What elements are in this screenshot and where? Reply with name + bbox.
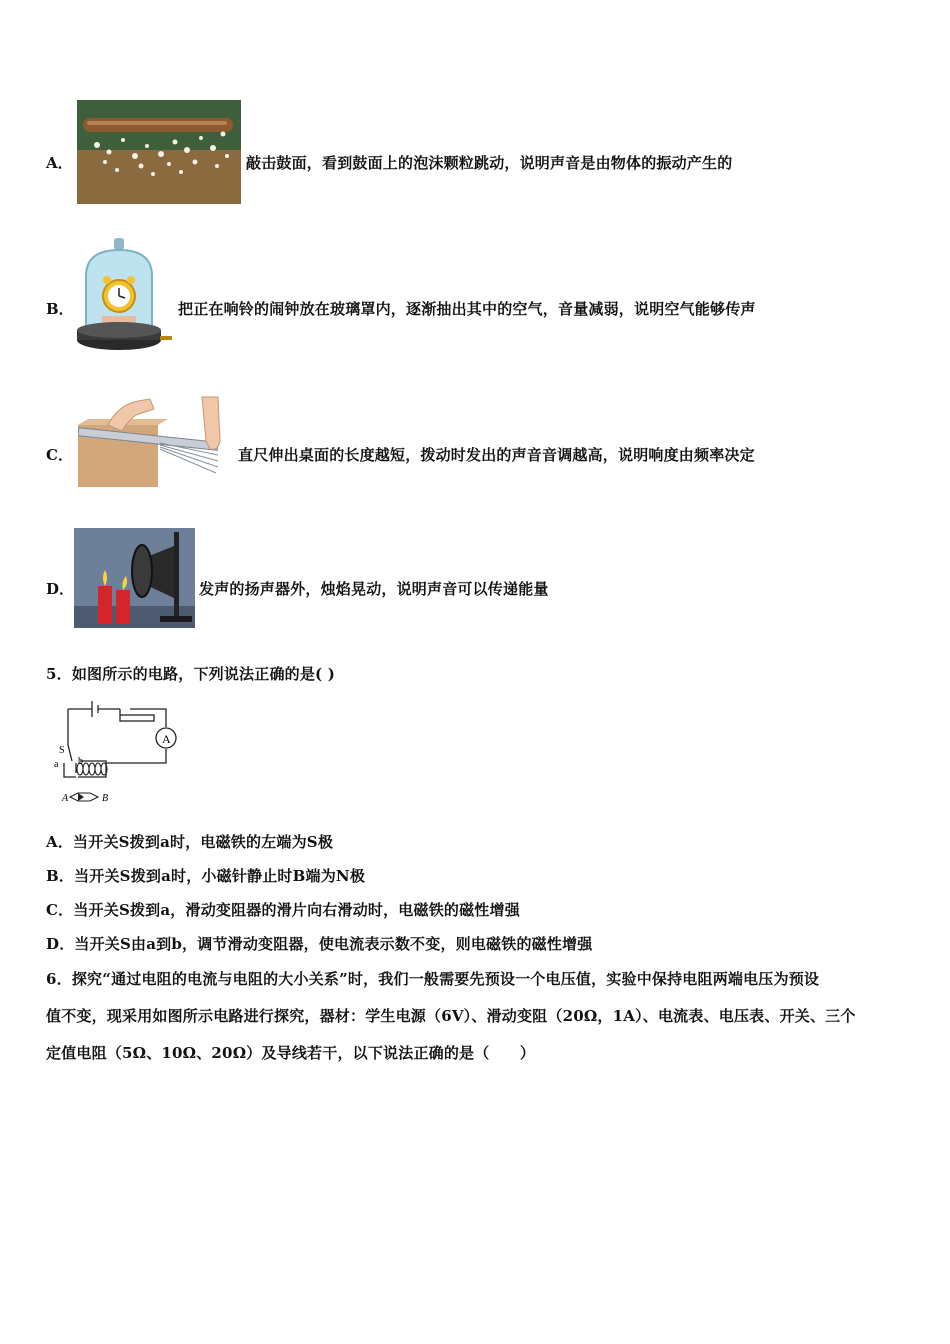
option-b — [0, 236, 950, 360]
option-d — [0, 528, 950, 628]
q5-option-c: C．当开关S拨到a，滑动变阻器的滑片向右滑动时，电磁铁的磁性增强 — [46, 901, 520, 919]
q5-option-b: B．当开关S拨到a时，小磁针静止时B端为N极 — [46, 867, 366, 885]
q5-needle-right-label: B — [102, 793, 109, 804]
q5-option-d: D．当开关S由a到b，调节滑动变阻器，使电流表示数不变，则电磁铁的磁性增强 — [46, 935, 593, 953]
option-c-letter: C． — [46, 446, 73, 464]
q5-contact-b-label: b — [78, 756, 83, 767]
option-b-text: 把正在响铃的闹钟放在玻璃罩内，逐渐抽出其中的空气，音量减弱，说明空气能够传声 — [178, 300, 756, 318]
q6-line-2: 值不变，现采用如图所示电路进行探究，器材：学生电源（6V）、滑动变阻（20Ω，1A）、电流表、电压表、开关、三个 — [46, 1007, 856, 1025]
option-b-letter: B． — [46, 300, 74, 318]
option-a-text: 敲击鼓面，看到鼓面上的泡沫颗粒跳动，说明声音是由物体的振动产生的 — [246, 154, 733, 172]
option-d-letter: D． — [46, 580, 75, 598]
ruler-table-image — [78, 395, 234, 487]
option-c — [0, 395, 950, 487]
option-d-text: 发声的扬声器外，烛焰晃动，说明声音可以传递能量 — [199, 580, 549, 598]
q5-needle-left-label: A — [62, 793, 69, 804]
bell-jar-image — [74, 236, 174, 360]
speaker-candle-image — [74, 528, 195, 628]
q5-ammeter-label: A — [162, 732, 171, 746]
q5-option-a: A．当开关S拨到a时，电磁铁的左端为S极 — [46, 833, 334, 851]
q5-contact-a-label: a — [54, 759, 59, 770]
q6-line-1: 6．探究“通过电阻的电流与电阻的大小关系”时，我们一般需要先预设一个电压值，实验中保持电阻两端电压为预设 — [46, 970, 820, 988]
q5-stem: 5．如图所示的电路，下列说法正确的是( ) — [46, 665, 336, 683]
option-a-letter: A． — [46, 154, 73, 172]
q5-circuit-figure — [50, 697, 190, 807]
q6-line-3: 定值电阻（5Ω、10Ω、20Ω）及导线若干，以下说法正确的是（ ） — [46, 1044, 536, 1062]
option-a — [0, 100, 950, 204]
q5-switch-label: S — [59, 745, 65, 756]
option-c-text: 直尺伸出桌面的长度越短，拨动时发出的声音音调越高，说明响度由频率决定 — [238, 446, 755, 464]
drum-foam-image — [77, 100, 241, 204]
